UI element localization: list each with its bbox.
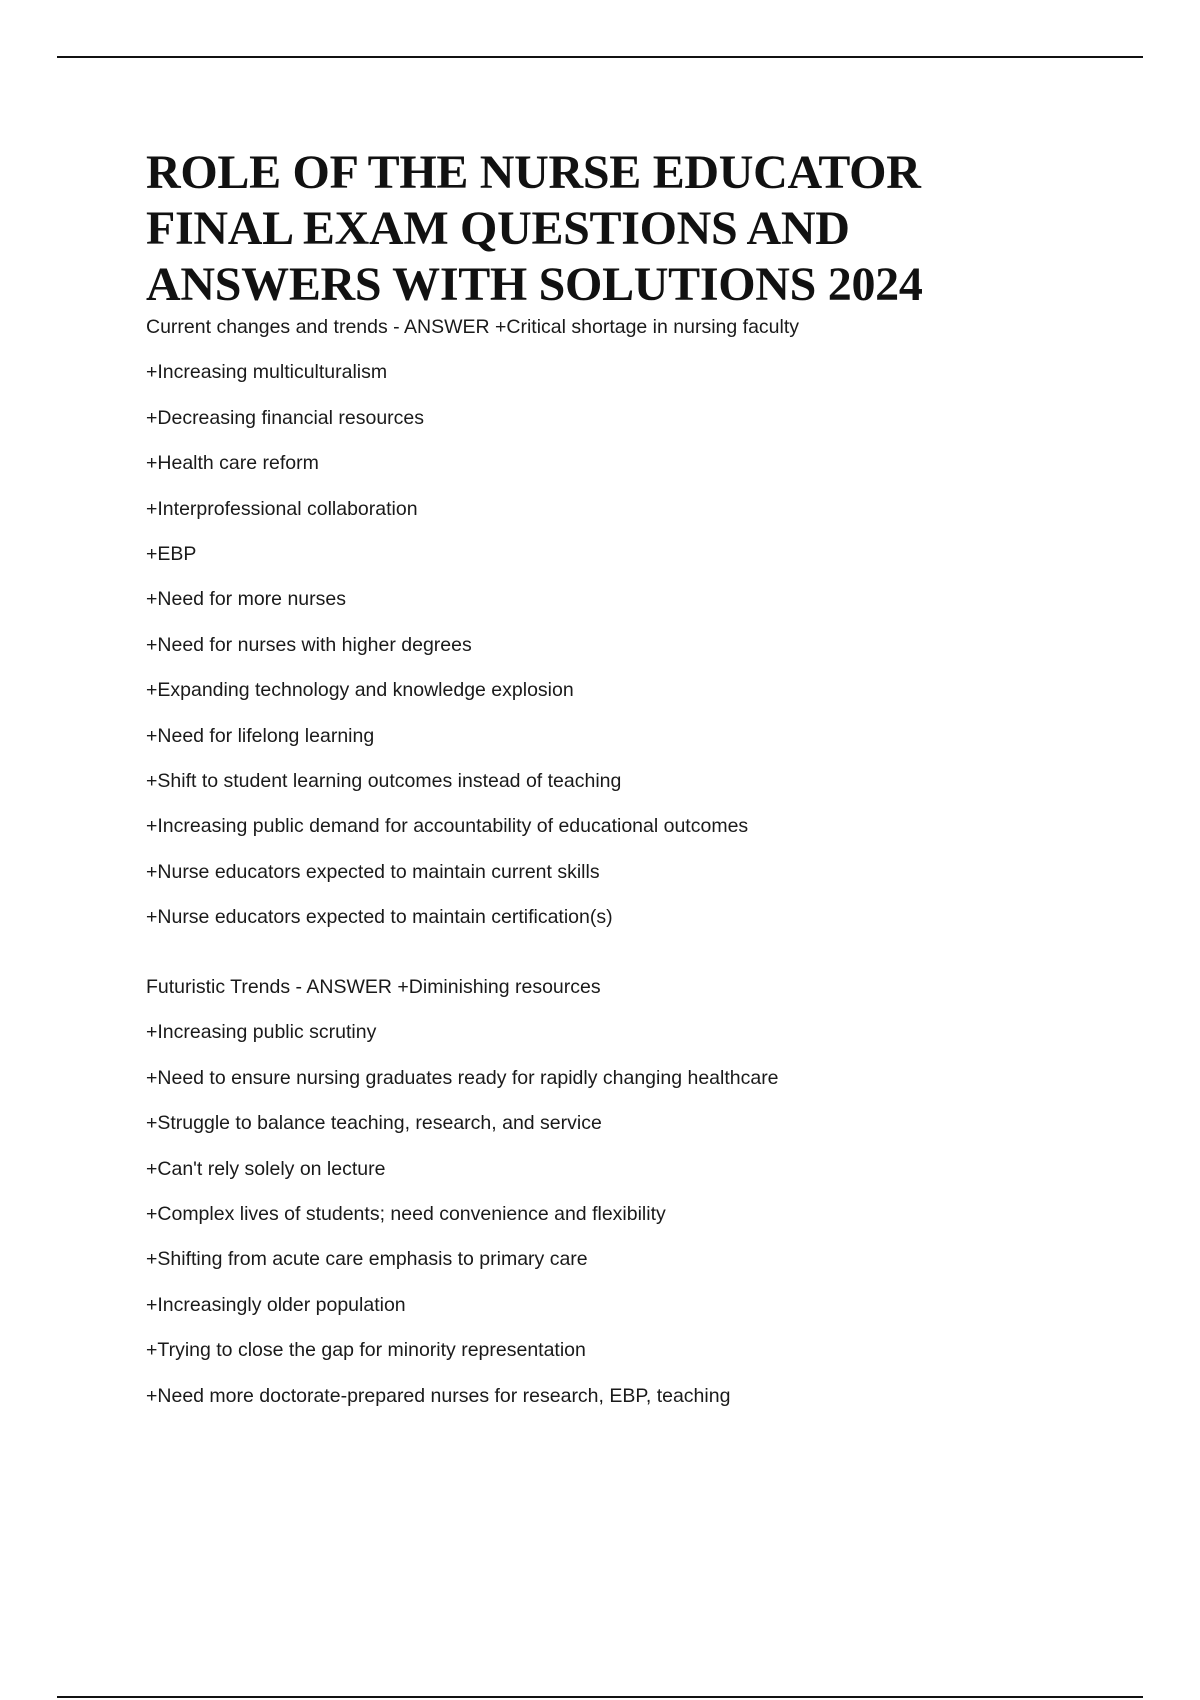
- answer-item: +Expanding technology and knowledge explosion: [146, 679, 574, 702]
- answer-item: +Shift to student learning outcomes instead of teaching: [146, 769, 622, 792]
- answer-item: +Complex lives of students; need convenience and flexibility: [146, 1203, 666, 1226]
- answer-item: +Health care reform: [146, 452, 319, 475]
- answer-item: +Need for lifelong learning: [146, 724, 375, 747]
- question-answer-line: Current changes and trends - ANSWER +Critical shortage in nursing faculty: [146, 316, 800, 338]
- section-futuristic-trends: [146, 975, 1146, 1408]
- answer-item: +Can't rely solely on lecture: [146, 1157, 386, 1180]
- answer-item: +Increasing multiculturalism: [146, 361, 388, 384]
- answer-item: +Increasing public demand for accountability of educational outcomes: [146, 815, 749, 838]
- top-rule: [57, 56, 1143, 58]
- answer-item: +Need for more nurses: [146, 588, 346, 611]
- title-line: ROLE OF THE NURSE EDUCATOR: [146, 146, 921, 199]
- answer-item: +Need to ensure nursing graduates ready for rapidly changing healthcare: [146, 1066, 779, 1089]
- document-body: [146, 145, 1146, 1429]
- answer-item: +Increasingly older population: [146, 1293, 406, 1316]
- answer-item: +Nurse educators expected to maintain current skills: [146, 860, 600, 883]
- answer-item: +Trying to close the gap for minority representation: [146, 1339, 586, 1362]
- question-answer-line: Futuristic Trends - ANSWER +Diminishing resources: [146, 976, 601, 999]
- answer-item: +Struggle to balance teaching, research, and service: [146, 1112, 602, 1135]
- answer-item: +Need for nurses with higher degrees: [146, 633, 472, 656]
- answer-item: +EBP: [146, 542, 197, 565]
- answer-item: +Nurse educators expected to maintain certification(s): [146, 906, 613, 929]
- answer-item: +Decreasing financial resources: [146, 406, 425, 429]
- bottom-rule: [57, 1696, 1143, 1698]
- document-title: [146, 145, 1146, 313]
- title-line: ANSWERS WITH SOLUTIONS 2024: [146, 258, 923, 311]
- answer-item: +Shifting from acute care emphasis to primary care: [146, 1248, 588, 1271]
- section-current-changes: [146, 315, 1146, 929]
- answer-item: +Increasing public scrutiny: [146, 1021, 377, 1044]
- answer-item: +Need more doctorate-prepared nurses for research, EBP, teaching: [146, 1384, 731, 1407]
- title-line: FINAL EXAM QUESTIONS AND: [146, 202, 850, 255]
- answer-item: +Interprofessional collaboration: [146, 497, 418, 520]
